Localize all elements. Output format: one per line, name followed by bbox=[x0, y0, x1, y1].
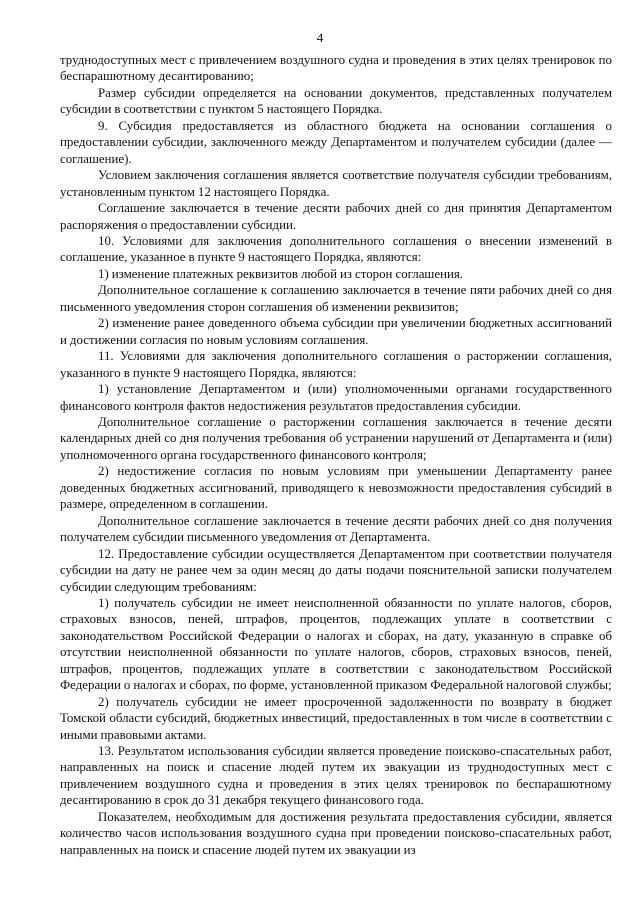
paragraph-clause-11-item-2: 2) недостижение согласия по новым условиям при уменьшении Департаменту ранее доведенных бюджетных ассигнований, приводящего к невозможности предоставления субсидий в размере, определенном в соглашении. bbox=[60, 464, 612, 512]
paragraph-subsidy-amount: Размер субсидии определяется на основании документов, представленных получателем субсидии в соответствии с пунктом 5 настоящего Порядка. bbox=[60, 85, 612, 117]
paragraph-clause-11: 11. Условиями для заключения дополнительного соглашения о расторжении соглашения, указанного в пункте 9 настоящего Порядка, являются: bbox=[60, 349, 612, 380]
paragraph-agreement-condition: Условием заключения соглашения является соответствие получателя субсидии требованиям, установленным пунктом 12 настоящего Порядка. bbox=[60, 168, 612, 199]
paragraph-continuation: труднодоступных мест с привлечением воздушного судна и проведения в этих целях тренировок по беспарашютному десантированию; bbox=[60, 53, 612, 84]
paragraph-clause-10-item-2: 2) изменение ранее доведенного объема субсидии при увеличении бюджетных ассигнований и достижении согласия по новым условиям соглашения. bbox=[60, 316, 612, 347]
document-body bbox=[60, 52, 612, 858]
paragraph-clause-11-item-2-term: Дополнительное соглашение заключается в течение десяти рабочих дней со дня получения получателем субсидии письменного уведомления от Департамента. bbox=[60, 513, 612, 545]
paragraph-indicator: Показателем, необходимым для достижения результата предоставления субсидии, является количество часов использования воздушного судна при проведении поисково-спасательных работ, направленных на поиск и спасение людей путем их эвакуации из bbox=[60, 809, 612, 857]
paragraph-clause-10-item-1: 1) изменение платежных реквизитов любой из сторон соглашения. bbox=[98, 266, 464, 281]
paragraph-clause-11-item-1-term: Дополнительное соглашение о расторжении соглашения заключается в течение десяти календарных дней со дня получения требования об устранении нарушений от Департамента и (или) уполномоченного органа государственного финансового контроля; bbox=[60, 414, 612, 462]
paragraph-clause-12-item-2: 2) получатель субсидии не имеет просроченной задолженности по возврату в бюджет Томской области субсидий, бюджетных инвестиций, предоставленных в том числе в соответствии с иными правовыми актами. bbox=[60, 694, 612, 742]
paragraph-clause-10-item-1-term: Дополнительное соглашение к соглашению заключается в течение пяти рабочих дней со дня письменного уведомления сторон соглашения об изменении реквизитов; bbox=[60, 283, 612, 314]
paragraph-agreement-term: Соглашение заключается в течение десяти рабочих дней со дня принятия Департаментом распоряжения о предоставлении субсидии. bbox=[60, 201, 612, 232]
paragraph-clause-12: 12. Предоставление субсидии осуществляется Департаментом при соответствии получателя субсидии на дату не ранее чем за один месяц до даты подачи пояснительной записки получателем субсидии следующим требованиям: bbox=[60, 546, 612, 594]
paragraph-clause-10: 10. Условиями для заключения дополнительного соглашения о внесении изменений в соглашение, указанное в пункте 9 настоящего Порядка, являются: bbox=[60, 233, 612, 265]
paragraph-clause-11-item-1: 1) установление Департаментом и (или) уполномоченными органами государственного финансового контроля фактов недостижения результатов предоставления субсидии. bbox=[60, 382, 612, 413]
paragraph-clause-12-item-1: 1) получатель субсидии не имеет неисполненной обязанности по уплате налогов, сборов, страховых взносов, пеней, штрафов, процентов, подлежащих уплате в соответствии с законодательством Российской Федерации о налогах и сборах, на дату, указанную в справке об отсутствии неисполненной обязанности по уплате налогов, сборов, страховых взносов, пеней, штрафов, процентов, подлежащих уплате в соответствии с законодательством Российской Федерации о налогах и сборах, по форме, установленной приказом Федеральной налоговой службы; bbox=[60, 595, 612, 693]
paragraph-clause-13: 13. Результатом использования субсидии является проведение поисково-спасательных работ, направленных на поиск и спасение людей путем их эвакуации из труднодоступных мест с привлечением воздушного судна и проведения в этих целях тренировок по беспарашютному десантированию в срок до 31 декабря текущего финансового года. bbox=[60, 744, 612, 808]
paragraph-clause-9: 9. Субсидия предоставляется из областного бюджета на основании соглашения о предоставлении субсидии, заключенного между Департаментом и получателем субсидии (далее — соглашение). bbox=[60, 118, 612, 166]
page-number: 4 bbox=[316, 30, 324, 45]
